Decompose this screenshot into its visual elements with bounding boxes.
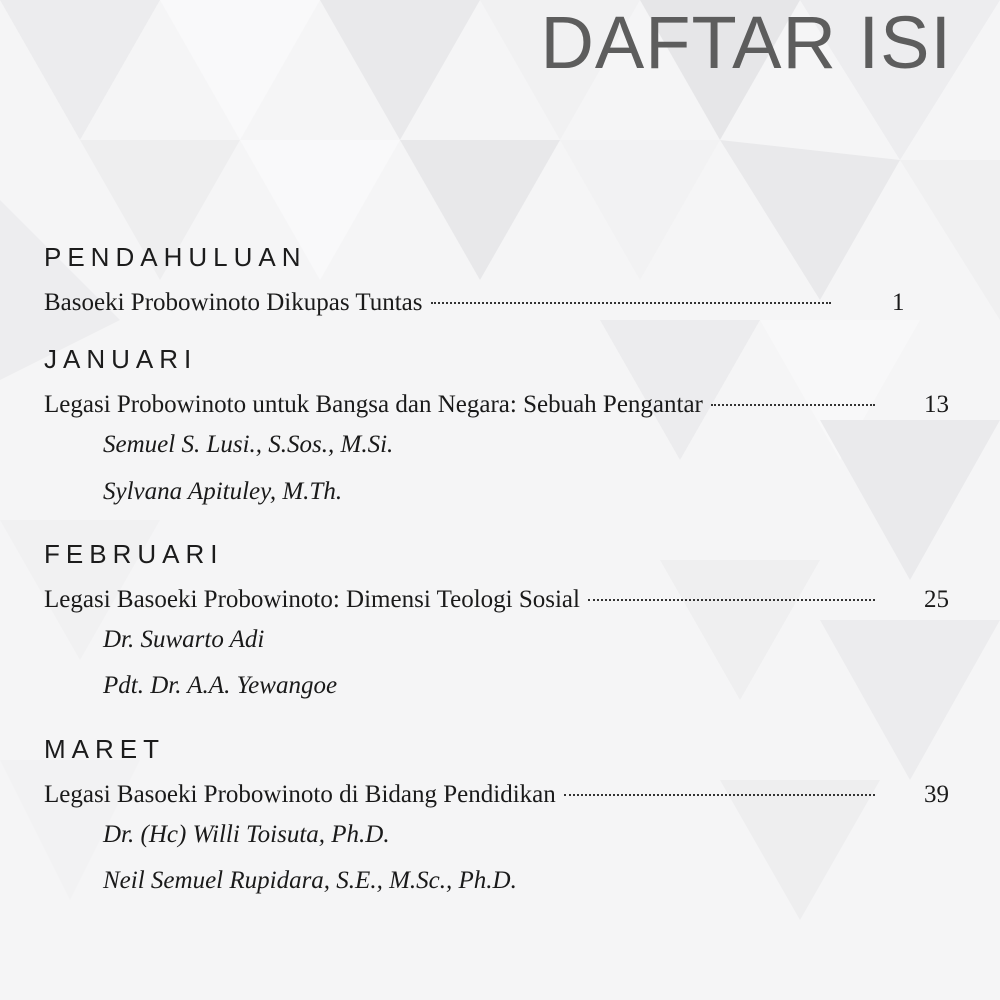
page-number: 25 xyxy=(924,586,949,614)
page-number: 1 xyxy=(892,289,905,317)
toc-entry[interactable] xyxy=(44,285,949,320)
page-number: 13 xyxy=(924,391,949,419)
table-of-contents xyxy=(44,242,949,928)
author-name: Dr. (Hc) Willi Toisuta, Ph.D. xyxy=(103,820,390,848)
entry-title: Legasi Basoeki Probowinoto: Dimensi Teologi Sosial xyxy=(44,586,580,614)
entry-title: Legasi Basoeki Probowinoto di Bidang Pendidikan xyxy=(44,780,556,808)
author-name: Neil Semuel Rupidara, S.E., M.Sc., Ph.D. xyxy=(103,867,517,894)
toc-section-maret xyxy=(44,734,949,905)
page-title: DAFTAR ISI xyxy=(540,1,952,84)
toc-entry[interactable] xyxy=(44,582,949,617)
section-heading: FEBRUARI xyxy=(44,538,224,569)
author-name: Semuel S. Lusi., S.Sos., M.Si. xyxy=(103,431,394,459)
page-number: 39 xyxy=(924,780,949,808)
dot-leader xyxy=(564,794,875,796)
section-heading: JANUARI xyxy=(44,344,198,375)
dot-leader xyxy=(711,404,875,406)
toc-section-januari xyxy=(44,344,949,515)
toc-entry[interactable] xyxy=(44,387,949,422)
section-heading: PENDAHULUAN xyxy=(44,242,307,272)
toc-entry[interactable] xyxy=(44,777,949,812)
dot-leader xyxy=(588,599,875,601)
toc-section-februari xyxy=(44,539,949,710)
dot-leader xyxy=(431,302,831,304)
entry-title: Basoeki Probowinoto Dikupas Tuntas xyxy=(44,289,423,317)
entry-title: Legasi Probowinoto untuk Bangsa dan Negara: Sebuah Pengantar xyxy=(44,391,703,419)
section-heading: MARET xyxy=(44,733,165,764)
author-name: Pdt. Dr. A.A. Yewangoe xyxy=(103,672,338,700)
author-name: Dr. Suwarto Adi xyxy=(103,626,265,654)
toc-section-pendahuluan xyxy=(44,242,949,320)
author-name: Sylvana Apituley, M.Th. xyxy=(103,477,343,505)
